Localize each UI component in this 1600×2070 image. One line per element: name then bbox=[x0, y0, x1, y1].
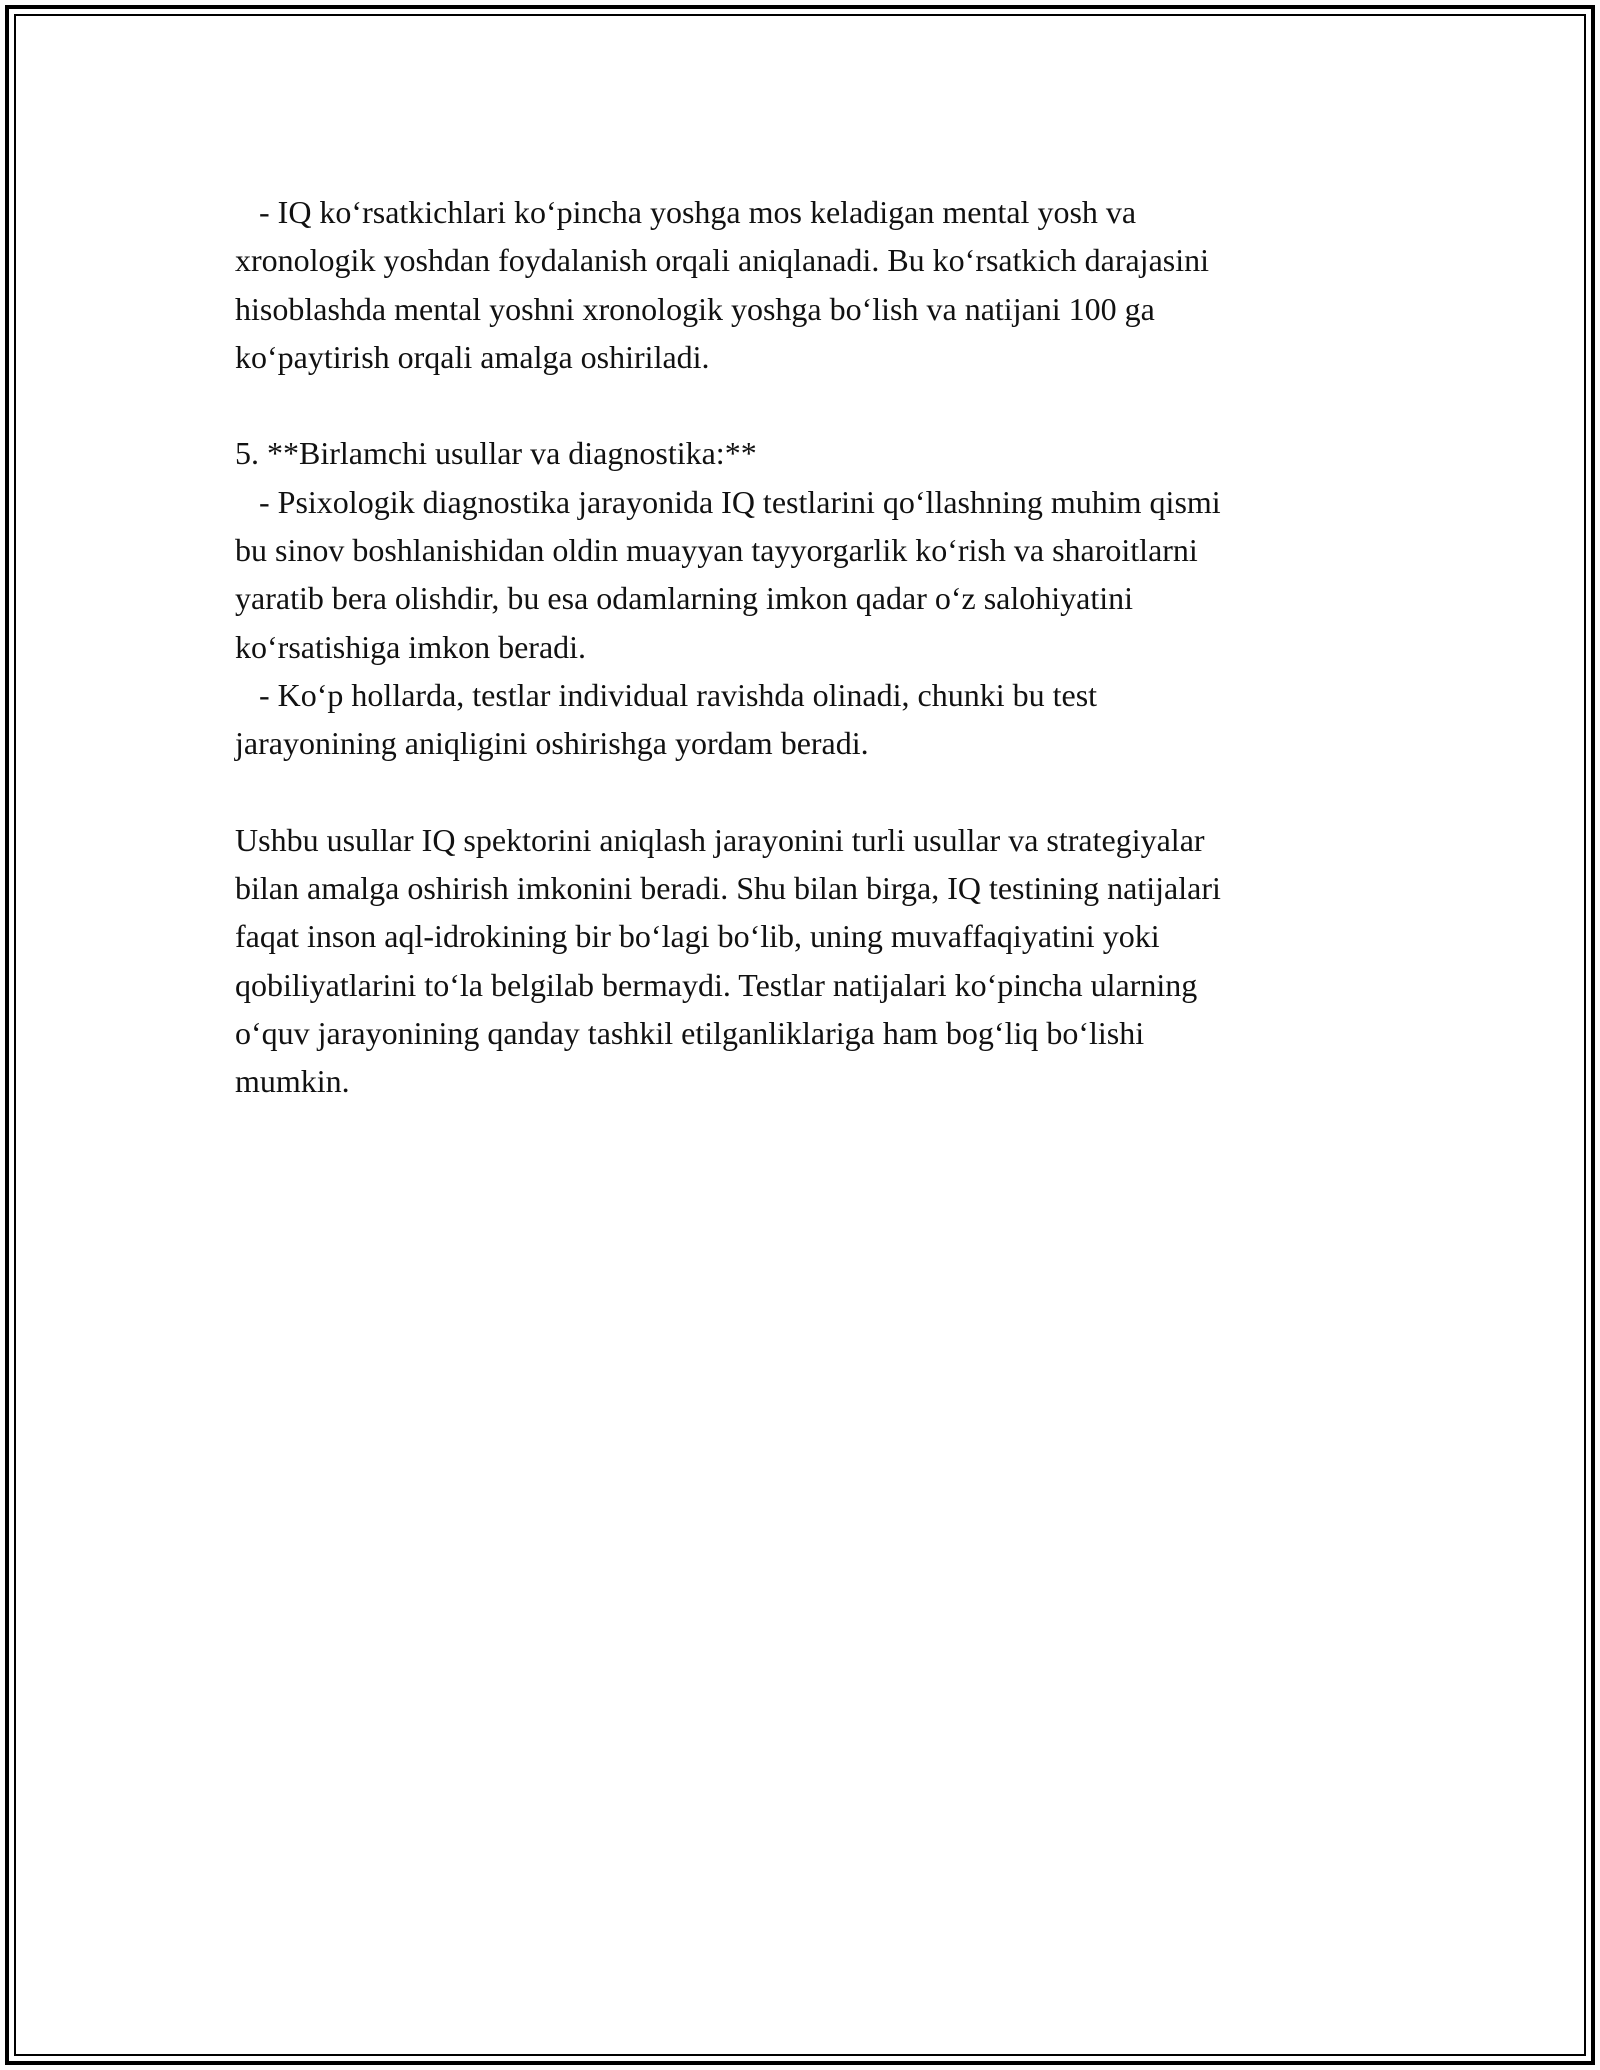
section-heading: 5. **Birlamchi usullar va diagnostika:** bbox=[235, 435, 757, 472]
text-line: ko‘rsatishiga imkon beradi. bbox=[235, 628, 587, 665]
text-line: bu sinov boshlanishidan oldin muayyan tayyorgarlik ko‘rish va sharoitlarni bbox=[235, 532, 1198, 569]
paragraph-conclusion bbox=[235, 816, 1395, 1106]
paragraph-spacer bbox=[235, 381, 1395, 429]
text-line: o‘quv jarayonining qanday tashkil etilganliklariga ham bog‘liq bo‘lishi bbox=[235, 1015, 1145, 1052]
paragraph-iq-calculation bbox=[235, 188, 1395, 381]
text-line: faqat inson aql-idrokining bir bo‘lagi bo‘lib, uning muvaffaqiyatini yoki bbox=[235, 918, 1160, 955]
text-line: xronologik yoshdan foydalanish orqali aniqlanadi. Bu ko‘rsatkich darajasini bbox=[235, 242, 1209, 279]
text-line: qobiliyatlarini to‘la belgilab bermaydi. Testlar natijalari ko‘pincha ularning bbox=[235, 966, 1198, 1003]
document-body bbox=[235, 188, 1395, 1106]
text-line: - IQ ko‘rsatkichlari ko‘pincha yoshga mos keladigan mental yosh va bbox=[235, 194, 1137, 230]
text-line: jarayonining aniqligini oshirishga yordam beradi. bbox=[235, 725, 869, 762]
section-primary-methods bbox=[235, 429, 1395, 767]
text-line: - Psixologik diagnostika jarayonida IQ testlarini qo‘llashning muhim qismi bbox=[235, 483, 1221, 520]
text-line: - Ko‘p hollarda, testlar individual ravishda olinadi, chunki bu test bbox=[235, 676, 1098, 713]
text-line: mumkin. bbox=[235, 1063, 350, 1100]
text-line: bilan amalga oshirish imkonini beradi. Shu bilan birga, IQ testining natijalari bbox=[235, 870, 1221, 907]
text-line: yaratib bera olishdir, bu esa odamlarning imkon qadar o‘z salohiyatini bbox=[235, 580, 1134, 617]
text-line: hisoblashda mental yoshni xronologik yoshga bo‘lish va natijani 100 ga bbox=[235, 290, 1155, 327]
paragraph-spacer bbox=[235, 768, 1395, 816]
text-line: Ushbu usullar IQ spektorini aniqlash jarayonini turli usullar va strategiyalar bbox=[235, 821, 1205, 858]
text-line: ko‘paytirish orqali amalga oshiriladi. bbox=[235, 338, 710, 375]
